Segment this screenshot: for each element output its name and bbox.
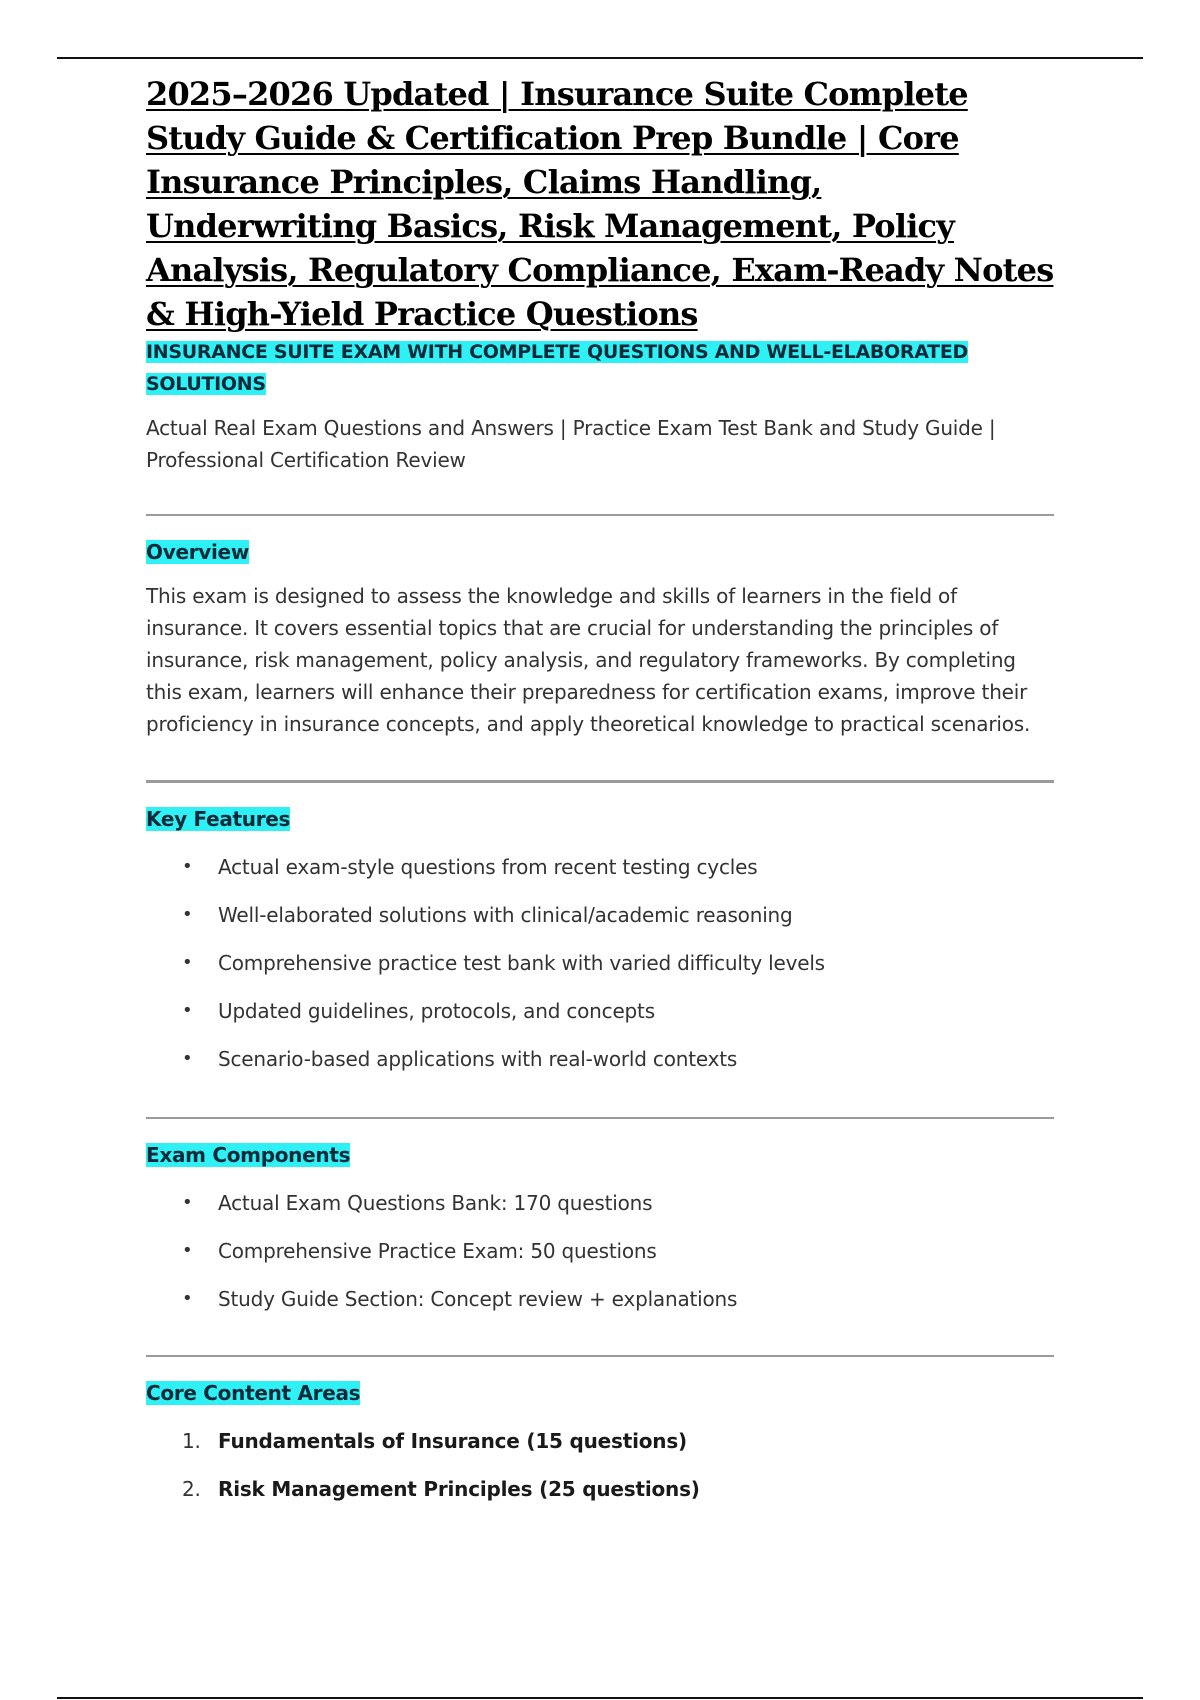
bullet-icon: • bbox=[182, 904, 193, 925]
key-features-heading bbox=[146, 805, 1054, 833]
document-subtitle bbox=[146, 336, 1054, 400]
list-item bbox=[146, 901, 1054, 929]
document-tagline: Actual Real Exam Questions and Answers | Practice Exam Test Bank and Study Guide | Professional Certification Review bbox=[146, 416, 996, 472]
list-item-text: Comprehensive practice test bank with varied difficulty levels bbox=[218, 951, 825, 975]
section-separator bbox=[146, 514, 1054, 516]
bullet-icon: • bbox=[182, 1048, 193, 1069]
core-content-areas-list bbox=[146, 1427, 1054, 1503]
list-item-text: Scenario-based applications with real-world contexts bbox=[218, 1047, 738, 1071]
key-features-section bbox=[146, 805, 1054, 1073]
overview-heading bbox=[146, 538, 1054, 566]
bullet-icon: • bbox=[182, 952, 193, 973]
bullet-icon: • bbox=[182, 1192, 193, 1213]
section-separator bbox=[146, 1117, 1054, 1119]
exam-components-section bbox=[146, 1141, 1054, 1313]
document-title: 2025–2026 Updated | Insurance Suite Complete Study Guide & Certification Prep Bundle | Core Insurance Principles, Claims Handling, Underwriting Basics, Risk Management, Policy Analysis, Regulatory Compliance, Exam-Ready Notes & High-Yield Practice Questions bbox=[146, 75, 1054, 333]
list-item bbox=[146, 853, 1054, 881]
bullet-icon: • bbox=[182, 1000, 193, 1021]
list-item bbox=[146, 1475, 1054, 1503]
key-features-heading-text: Key Features bbox=[146, 807, 291, 831]
list-item-text: Actual exam-style questions from recent testing cycles bbox=[218, 855, 758, 879]
list-item-text: Actual Exam Questions Bank: 170 questions bbox=[218, 1191, 653, 1215]
list-item bbox=[146, 1427, 1054, 1455]
list-item-text: Updated guidelines, protocols, and concepts bbox=[218, 999, 655, 1023]
list-item bbox=[146, 1237, 1054, 1265]
core-content-areas-section bbox=[146, 1379, 1054, 1503]
core-content-areas-heading-text: Core Content Areas bbox=[146, 1381, 361, 1405]
bullet-icon: • bbox=[182, 856, 193, 877]
list-number: 1. bbox=[182, 1429, 201, 1453]
list-item-text: Fundamentals of Insurance (15 questions) bbox=[218, 1429, 687, 1453]
list-item-text: Study Guide Section: Concept review + explanations bbox=[218, 1287, 738, 1311]
exam-components-list bbox=[146, 1189, 1054, 1313]
core-content-areas-heading bbox=[146, 1379, 1054, 1407]
list-item-text: Comprehensive Practice Exam: 50 questions bbox=[218, 1239, 657, 1263]
list-item bbox=[146, 949, 1054, 977]
document-body bbox=[146, 72, 1054, 1503]
list-item bbox=[146, 1189, 1054, 1217]
section-separator bbox=[146, 1355, 1054, 1357]
list-item-text: Risk Management Principles (25 questions) bbox=[218, 1477, 700, 1501]
page-bottom-rule bbox=[57, 1697, 1143, 1699]
list-item-text: Well-elaborated solutions with clinical/academic reasoning bbox=[218, 903, 793, 927]
overview-heading-text: Overview bbox=[146, 540, 250, 564]
list-item bbox=[146, 1045, 1054, 1073]
key-features-list bbox=[146, 853, 1054, 1073]
list-item bbox=[146, 1285, 1054, 1313]
list-number: 2. bbox=[182, 1477, 201, 1501]
document-subtitle-text: INSURANCE SUITE EXAM WITH COMPLETE QUESTIONS AND WELL-ELABORATED SOLUTIONS bbox=[146, 341, 968, 395]
overview-paragraph: This exam is designed to assess the knowledge and skills of learners in the field of insurance. It covers essential topics that are crucial for understanding the principles of insurance, risk management, policy analysis, and regulatory frameworks. By completing this exam, learners will enhance their preparedness for certification exams, improve their proficiency in insurance concepts, and apply theoretical knowledge to practical scenarios. bbox=[146, 584, 1031, 736]
overview-section bbox=[146, 538, 1054, 740]
section-separator bbox=[146, 780, 1054, 783]
exam-components-heading-text: Exam Components bbox=[146, 1143, 351, 1167]
list-item bbox=[146, 997, 1054, 1025]
bullet-icon: • bbox=[182, 1288, 193, 1309]
exam-components-heading bbox=[146, 1141, 1054, 1169]
page-top-rule bbox=[57, 57, 1143, 59]
bullet-icon: • bbox=[182, 1240, 193, 1261]
